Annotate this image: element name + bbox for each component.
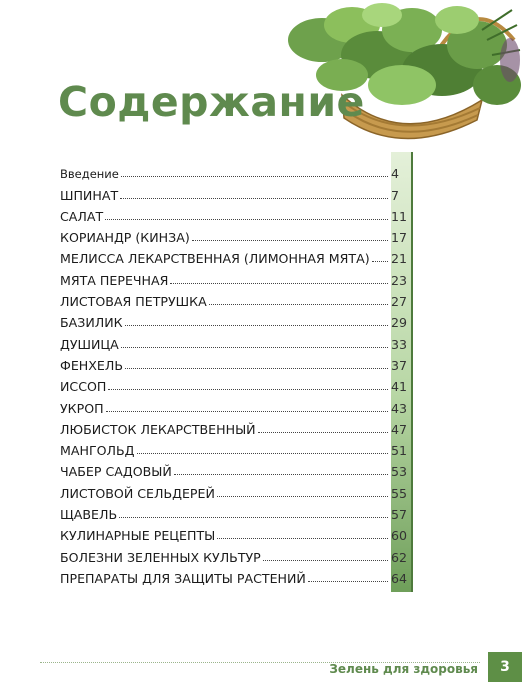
toc-entry[interactable] xyxy=(60,288,411,309)
dot-leader xyxy=(106,411,388,412)
toc-entry[interactable] xyxy=(60,352,411,373)
dot-leader xyxy=(120,198,388,199)
toc-entry-page: 57 xyxy=(391,507,408,523)
toc-entry[interactable] xyxy=(60,479,411,500)
toc-entry[interactable] xyxy=(60,501,411,522)
toc-entry-page: 55 xyxy=(391,485,408,501)
toc-entry-page: 53 xyxy=(391,464,408,480)
toc-entry-title: ЧАБЕР САДОВЫЙ xyxy=(60,464,172,480)
toc-entry[interactable] xyxy=(60,543,411,564)
dot-leader xyxy=(121,347,388,348)
toc-entry-title: ЛИСТОВОЙ СЕЛЬДЕРЕЙ xyxy=(60,485,215,501)
dot-leader xyxy=(308,581,388,582)
dot-leader xyxy=(121,176,388,177)
toc-entry-page: 51 xyxy=(391,443,408,459)
column-edge xyxy=(411,152,413,592)
toc-entry-title: УКРОП xyxy=(60,400,104,416)
footer-book-title: Зелень для здоровья xyxy=(329,662,478,676)
toc-entry-page: 37 xyxy=(391,357,408,373)
toc-entry-page: 21 xyxy=(391,251,408,267)
toc-entry-title: КУЛИНАРНЫЕ РЕЦЕПТЫ xyxy=(60,528,216,544)
toc-entry-title: МАНГОЛЬД xyxy=(60,443,135,459)
dot-leader xyxy=(217,496,388,497)
toc-entry[interactable] xyxy=(60,458,411,479)
toc-entry-title: ШПИНАТ xyxy=(60,187,119,203)
toc-entry[interactable] xyxy=(60,245,411,266)
toc-entry-page: 27 xyxy=(391,294,408,310)
dot-leader xyxy=(263,560,388,561)
toc-entry-page: 4 xyxy=(391,166,400,182)
dot-leader xyxy=(119,517,388,518)
toc-entry-title: МЕЛИССА ЛЕКАРСТВЕННАЯ (ЛИМОННАЯ МЯТА) xyxy=(60,251,370,267)
toc-entry[interactable] xyxy=(60,330,411,351)
toc-entry-page: 43 xyxy=(391,400,408,416)
dot-leader xyxy=(105,219,388,220)
dot-leader xyxy=(125,368,388,369)
toc-entry-title: ЩАВЕЛЬ xyxy=(60,507,118,523)
toc-entry[interactable] xyxy=(60,373,411,394)
toc-entry-title: ИССОП xyxy=(60,379,107,395)
toc-entry-title: ПРЕПАРАТЫ ДЛЯ ЗАЩИТЫ РАСТЕНИЙ xyxy=(60,570,306,586)
dot-leader xyxy=(209,304,388,305)
toc-entry[interactable] xyxy=(60,266,411,287)
page-title: Содержание xyxy=(58,78,365,126)
toc-entry-title: ФЕНХЕЛЬ xyxy=(60,357,123,373)
toc-entry-page: 41 xyxy=(391,379,408,395)
toc-entry[interactable] xyxy=(60,565,411,586)
toc-entry[interactable] xyxy=(60,416,411,437)
dot-leader xyxy=(108,389,388,390)
toc-entry-title: МЯТА ПЕРЕЧНАЯ xyxy=(60,272,169,288)
toc-entry-page: 23 xyxy=(391,272,408,288)
toc-entry-title: ЛИСТОВАЯ ПЕТРУШКА xyxy=(60,294,207,310)
toc-entry-title: Введение xyxy=(60,167,119,182)
toc-entry-title: ДУШИЦА xyxy=(60,336,119,352)
toc-entry[interactable] xyxy=(60,181,411,202)
toc-entry-title: БОЛЕЗНИ ЗЕЛЕННЫХ КУЛЬТУР xyxy=(60,549,261,565)
dot-leader xyxy=(258,432,388,433)
toc-entry[interactable] xyxy=(60,309,411,330)
toc-entry-title: САЛАТ xyxy=(60,208,104,224)
toc-entry[interactable] xyxy=(60,522,411,543)
toc-entry-page: 7 xyxy=(391,187,400,203)
toc-entry[interactable] xyxy=(60,203,411,224)
dot-leader xyxy=(217,538,388,539)
dot-leader xyxy=(174,474,388,475)
toc-entry-title: БАЗИЛИК xyxy=(60,315,123,331)
toc-entry-page: 29 xyxy=(391,315,408,331)
toc-entry-page: 64 xyxy=(391,570,408,586)
toc-entry[interactable] xyxy=(60,224,411,245)
toc-entry-page: 60 xyxy=(391,528,408,544)
toc-entry-title: КОРИАНДР (КИНЗА) xyxy=(60,230,190,246)
toc-entry[interactable] xyxy=(60,160,411,181)
toc-entry-page: 11 xyxy=(391,208,408,224)
dot-leader xyxy=(125,325,388,326)
toc-entry-page: 47 xyxy=(391,421,408,437)
dot-leader xyxy=(137,453,389,454)
dot-leader xyxy=(372,261,388,262)
page-number-badge: 3 xyxy=(488,652,522,682)
herb-basket-illustration xyxy=(282,0,522,150)
table-of-contents xyxy=(60,160,411,586)
dot-leader xyxy=(192,240,388,241)
toc-entry-title: ЛЮБИСТОК ЛЕКАРСТВЕННЫЙ xyxy=(60,421,256,437)
dot-leader xyxy=(170,283,388,284)
toc-entry[interactable] xyxy=(60,394,411,415)
toc-entry[interactable] xyxy=(60,437,411,458)
toc-entry-page: 62 xyxy=(391,549,408,565)
toc-entry-page: 33 xyxy=(391,336,408,352)
toc-entry-page: 17 xyxy=(391,230,408,246)
